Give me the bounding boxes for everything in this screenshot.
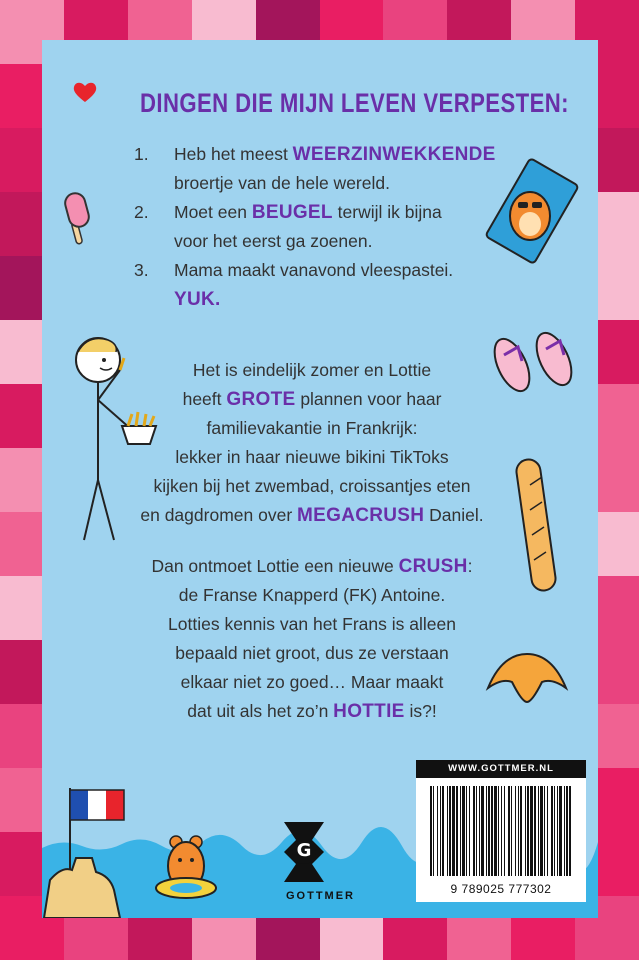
barcode-bar [508,786,510,876]
barcode-bar [494,786,497,876]
barcode-bar [437,786,438,876]
barcode-bar [547,786,548,876]
heart-icon [72,80,98,104]
barcode-bar [462,786,465,876]
text-segment: dat uit als het zo’n [187,701,334,721]
barcode-bar [515,786,516,876]
highlighted-word: HOTTIE [333,701,405,722]
highlighted-word: YUK. [174,289,221,310]
barcode-bar [540,786,543,876]
text-segment: bepaald niet groot, dus ze verstaan [175,643,449,663]
back-cover-panel [42,40,598,918]
paragraph-line [82,697,542,726]
text-segment: terwijl ik bijna [332,202,442,222]
text-segment: de Franse Knapperd (FK) Antoine. [178,585,446,605]
text-segment: en dagdromen over [140,505,298,525]
hamster-swimming-icon [152,830,222,902]
text-segment: voor het eerst ga zoenen. [174,231,373,251]
text-segment: Heb het meest [174,144,293,164]
list-line [174,285,554,314]
text-segment: heeft [182,389,227,409]
barcode-bar [447,786,448,876]
text-segment: elkaar niet zo goed… Maar maakt [180,672,444,692]
barcode-bar [564,786,565,876]
paragraph-line [82,639,542,668]
barcode-bar [559,786,562,876]
barcode-bar [469,786,470,876]
flip-flops-icon [482,325,592,397]
barcode-box [416,760,586,902]
text-segment: is?! [404,701,437,721]
barcode-bar [525,786,526,876]
publisher-url: WWW.GOTTMER.NL [416,760,586,778]
barcode-bar [511,786,512,876]
text-segment: Moet een [174,202,252,222]
barcode-bar [479,786,480,876]
barcode-bar [452,786,455,876]
hamster-on-towel-icon [482,158,582,268]
gottmer-logo-letter: G [296,840,312,861]
list-number: 3. [134,260,149,280]
text-segment: Lotties kennis van het Frans is alleen [168,614,456,634]
barcode-bar [466,786,467,876]
text-segment: Dan ontmoet Lottie een nieuwe [151,556,399,576]
text-segment: lekker in haar nieuwe bikini TikToks [175,447,449,467]
barcode-bar [554,786,555,876]
stick-figure-with-fries-icon [58,330,168,580]
paragraph-line [82,610,542,639]
text-segment: Het is eindelijk zomer en Lottie [192,360,432,380]
barcode-bar [449,786,451,876]
highlighted-word: CRUSH [398,556,468,577]
sandcastle-icon [42,780,132,918]
barcode-bar [501,786,502,876]
highlighted-word: WEERZINWEKKENDE [292,144,496,165]
barcode-bar [544,786,545,876]
isbn-number: 9 789025 777302 [450,882,552,896]
barcode-bar [460,786,461,876]
barcode-bar [491,786,493,876]
text-segment: kijken bij het zwembad, croissantjes eten [153,476,471,496]
highlighted-word: MEGACRUSH [297,505,425,526]
highlighted-word: GROTE [226,389,296,410]
barcode-bar [486,786,487,876]
text-segment: : [467,556,473,576]
publisher-name: GOTTMER [286,890,355,902]
barcode-bar [551,786,553,876]
french-flag-icon [70,790,124,820]
barcode [428,786,574,876]
text-segment: Daniel. [424,505,484,525]
list-number: 1. [134,144,149,164]
barcode-bar [442,786,444,876]
barcode-bar [504,786,505,876]
paragraph-line [82,668,542,697]
barcode-bar [530,786,533,876]
barcode-bar [566,786,568,876]
text-segment: familievakantie in Frankrijk: [206,418,418,438]
barcode-bar [433,786,434,876]
barcode-bar [476,786,477,876]
baguette-icon [512,455,562,595]
list-number: 2. [134,202,149,222]
highlighted-word: BEUGEL [251,202,333,223]
barcode-bar [527,786,529,876]
barcode-bar [569,786,571,876]
barcode-bar [518,786,519,876]
barcode-bar [557,786,558,876]
barcode-bar [498,786,499,876]
barcode-bar [520,786,522,876]
text-segment: broertje van de hele wereld. [174,173,390,193]
paragraph-line [82,581,542,610]
barcode-bar [538,786,539,876]
text-segment: plannen voor haar [295,389,442,409]
text-segment: Mama maakt vanavond vleespastei. [174,260,454,280]
barcode-bar [440,786,441,876]
barcode-bar [430,786,432,876]
list-heading: DINGEN DIE MIJN LEVEN VERPESTEN: [140,88,569,118]
barcode-bar [473,786,475,876]
barcode-bar [488,786,490,876]
barcode-bar [481,786,484,876]
barcode-bar [534,786,536,876]
croissant-icon [482,648,572,708]
barcode-bar [456,786,458,876]
popsicle-icon [62,190,96,246]
